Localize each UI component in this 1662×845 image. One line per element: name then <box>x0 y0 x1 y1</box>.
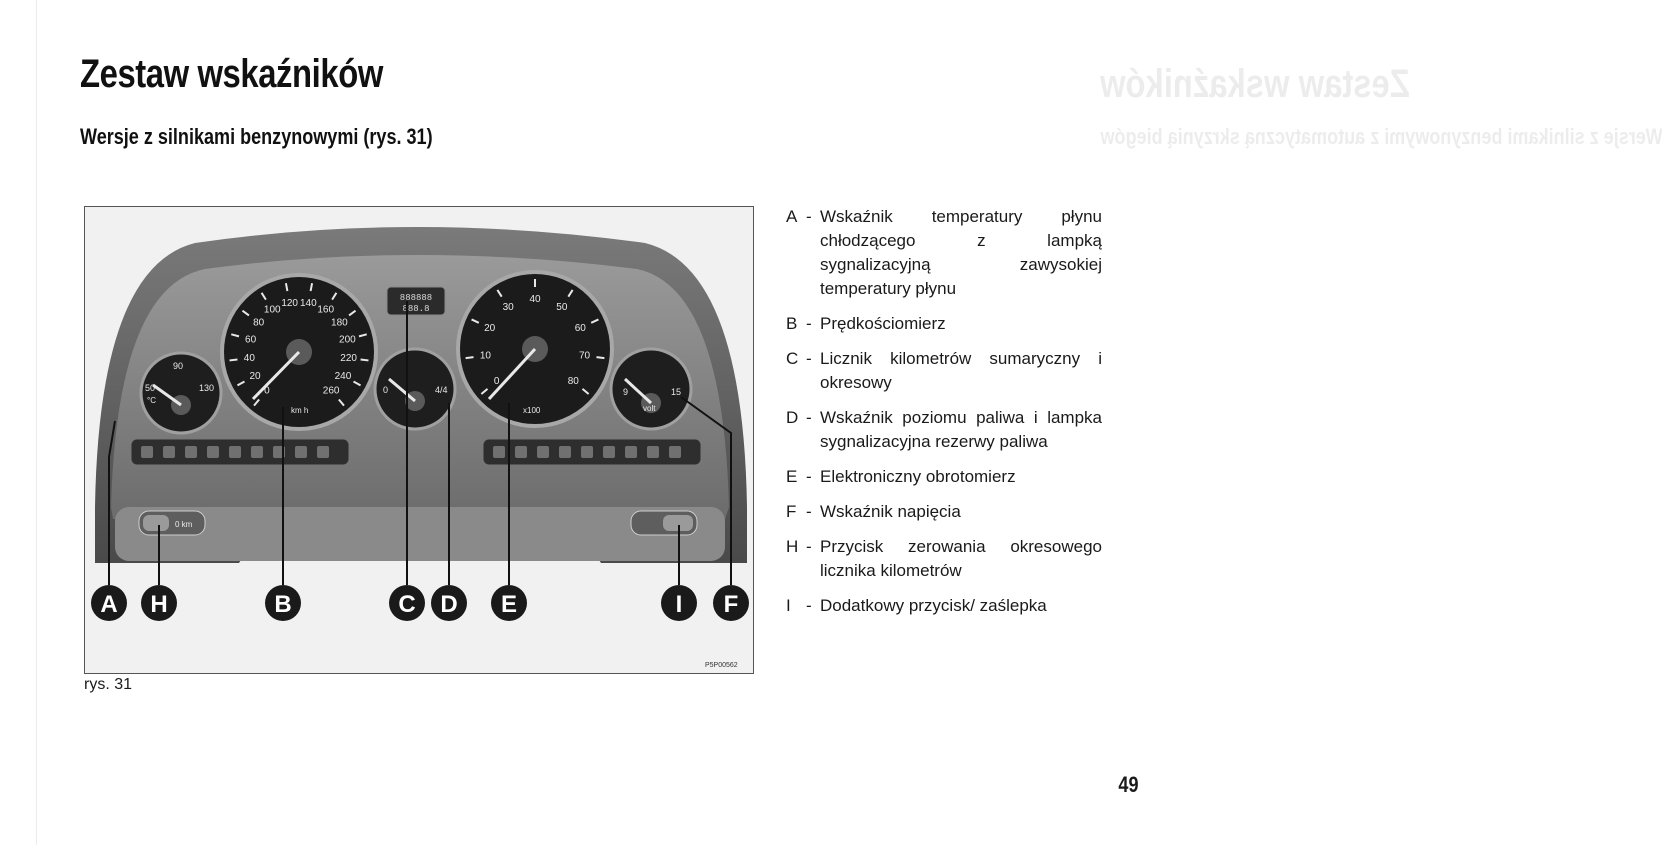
voltmeter-label: 15 <box>671 387 682 397</box>
warning-lamp-icon <box>493 446 505 458</box>
temperature-label: 90 <box>173 361 184 371</box>
warning-lamp-icon <box>669 446 681 458</box>
legend-item <box>786 312 1102 336</box>
warning-lamp-icon <box>185 446 197 458</box>
voltmeter-unit: volt <box>643 404 656 413</box>
legend-dash: - <box>806 467 812 486</box>
speedometer <box>222 275 376 429</box>
tachometer-tick <box>466 357 474 358</box>
warning-lamp-icon <box>537 446 549 458</box>
callout-marker-letter: E <box>500 591 518 618</box>
warning-lamp-icon <box>295 446 307 458</box>
callout-marker-letter: D <box>440 591 458 618</box>
bleed-through-subtitle: Wersje z silnikami benzynowymi z automatyczną skrzynią biegów <box>1100 124 1662 149</box>
fuel-label: 4/4 <box>435 385 448 395</box>
legend-text: Wskaźnik poziomu paliwa i lampka sygnalizacyjna rezerwy paliwa <box>820 408 1102 451</box>
warning-lamp-icon <box>515 446 527 458</box>
tachometer-tick-label: 30 <box>502 301 514 313</box>
legend-text: Wskaźnik napięcia <box>820 502 961 521</box>
legend-dash: - <box>806 408 812 427</box>
legend-dash: - <box>806 207 812 226</box>
legend-item <box>786 347 1102 395</box>
page-title: Zestaw wskaźników <box>80 52 383 96</box>
legend-text: Wskaźnik temperatury płynu chłodzącego z lampką sygnalizacyjną zawysokiej temperatury płynu <box>820 207 1102 298</box>
speedometer-tick-label: 60 <box>245 334 257 346</box>
temperature-label: 50 <box>145 383 156 393</box>
tachometer-tick-label: 0 <box>493 376 500 388</box>
speedometer-tick-label: 240 <box>334 370 352 382</box>
tachometer-tick-label: 70 <box>579 350 591 362</box>
temperature-label: 130 <box>199 383 215 393</box>
odometer-display <box>387 287 445 315</box>
speedometer-tick-label: 120 <box>281 297 299 309</box>
legend-letter: F <box>786 502 797 521</box>
voltmeter-label: 9 <box>623 387 629 397</box>
warning-lamp-icon <box>603 446 615 458</box>
warning-lamp-icon <box>317 446 329 458</box>
legend-dash: - <box>806 502 812 521</box>
legend-letter: H <box>786 537 799 556</box>
legend-text: Przycisk zerowania okresowego licznika kilometrów <box>820 537 1102 580</box>
legend-letter: C <box>786 349 799 368</box>
legend-letter: A <box>786 207 798 226</box>
auxiliary-button-illustration <box>631 511 697 535</box>
warning-lamp-icon <box>581 446 593 458</box>
callout-marker-letter: C <box>398 591 416 618</box>
speedometer-tick-label: 100 <box>263 304 281 316</box>
instrument-cluster-figure <box>84 206 754 674</box>
instrument-cluster-illustration <box>85 207 753 673</box>
legend-item <box>786 205 1102 301</box>
speedometer-tick <box>230 359 238 360</box>
trip-reset-button-illustration <box>139 511 205 535</box>
legend-item <box>786 594 1102 618</box>
warning-lamp-icon <box>625 446 637 458</box>
callout-marker-letter: F <box>723 591 739 618</box>
page-edge <box>36 0 37 845</box>
speedometer-tick-label: 0 <box>264 385 270 397</box>
page-number: 49 <box>1117 772 1138 797</box>
speedometer-tick-label: 180 <box>331 317 348 329</box>
legend-item <box>786 500 1102 524</box>
warning-lamp-icon <box>163 446 175 458</box>
trip-reset-button-label: 0 km <box>175 520 193 529</box>
legend-dash: - <box>806 314 812 333</box>
speedometer-tick-label: 80 <box>253 317 265 329</box>
legend-text: Prędkościomierz <box>820 314 946 333</box>
legend-list <box>786 205 1102 629</box>
legend-dash: - <box>806 537 812 556</box>
speedometer-tick-label: 220 <box>340 353 357 365</box>
figure-code: P5P00562 <box>705 662 738 669</box>
tachometer <box>458 272 612 426</box>
speedometer-tick-label: 40 <box>243 353 255 365</box>
warning-lamp-icon <box>229 446 241 458</box>
bleed-through-title: Zestaw wskaźników <box>1100 62 1410 106</box>
tachometer-tick-label: 80 <box>567 376 579 388</box>
tachometer-unit: x100 <box>523 406 541 415</box>
figure-caption: rys. 31 <box>84 676 133 693</box>
legend-letter: D <box>786 408 799 427</box>
legend-letter: E <box>786 467 798 486</box>
section-subtitle: Wersje z silnikami benzynowymi (rys. 31) <box>80 124 433 149</box>
speedometer-tick-label: 140 <box>299 297 317 309</box>
warning-lamp-icon <box>141 446 153 458</box>
speedometer-tick-label: 20 <box>249 370 261 382</box>
legend-item <box>786 406 1102 454</box>
legend-item <box>786 535 1102 583</box>
warning-lamp-icon <box>647 446 659 458</box>
callout-marker-letter: A <box>100 591 118 618</box>
legend-text: Elektroniczny obrotomierz <box>820 467 1016 486</box>
legend-dash: - <box>806 596 812 615</box>
tachometer-tick-label: 60 <box>574 322 586 334</box>
legend-letter: B <box>786 314 798 333</box>
legend-dash: - <box>806 349 812 368</box>
tachometer-tick-label: 20 <box>484 322 496 334</box>
legend-text: Licznik kilometrów sumaryczny i okresowy <box>820 349 1102 392</box>
odometer-total: 888888 <box>399 293 433 303</box>
tachometer-tick <box>596 357 604 358</box>
callout-marker-letter: H <box>150 591 168 618</box>
tachometer-tick-label: 10 <box>479 350 491 362</box>
tachometer-tick-label: 50 <box>556 301 568 313</box>
callout-marker-letter: B <box>274 591 292 618</box>
legend-item <box>786 465 1102 489</box>
temperature-unit: °C <box>147 396 156 405</box>
speedometer-unit: km h <box>291 406 309 415</box>
fuel-gauge <box>375 349 455 429</box>
legend-text: Dodatkowy przycisk/ zaślepka <box>820 596 1047 615</box>
odometer-trip: 888.8 <box>402 304 430 314</box>
fuel-label: 0 <box>383 385 389 395</box>
warning-lamp-icon <box>207 446 219 458</box>
speedometer-tick-label: 160 <box>317 304 335 316</box>
speedometer-tick-label: 200 <box>339 334 356 346</box>
warning-lamp-icon <box>559 446 571 458</box>
speedometer-tick-label: 260 <box>322 385 340 397</box>
legend-letter: I <box>786 596 791 615</box>
speedometer-tick <box>361 359 369 360</box>
warning-lamp-icon <box>251 446 263 458</box>
callout-marker-letter: I <box>675 591 683 618</box>
temperature-gauge <box>141 353 221 433</box>
voltmeter <box>611 349 691 429</box>
tachometer-tick-label: 40 <box>529 294 541 305</box>
